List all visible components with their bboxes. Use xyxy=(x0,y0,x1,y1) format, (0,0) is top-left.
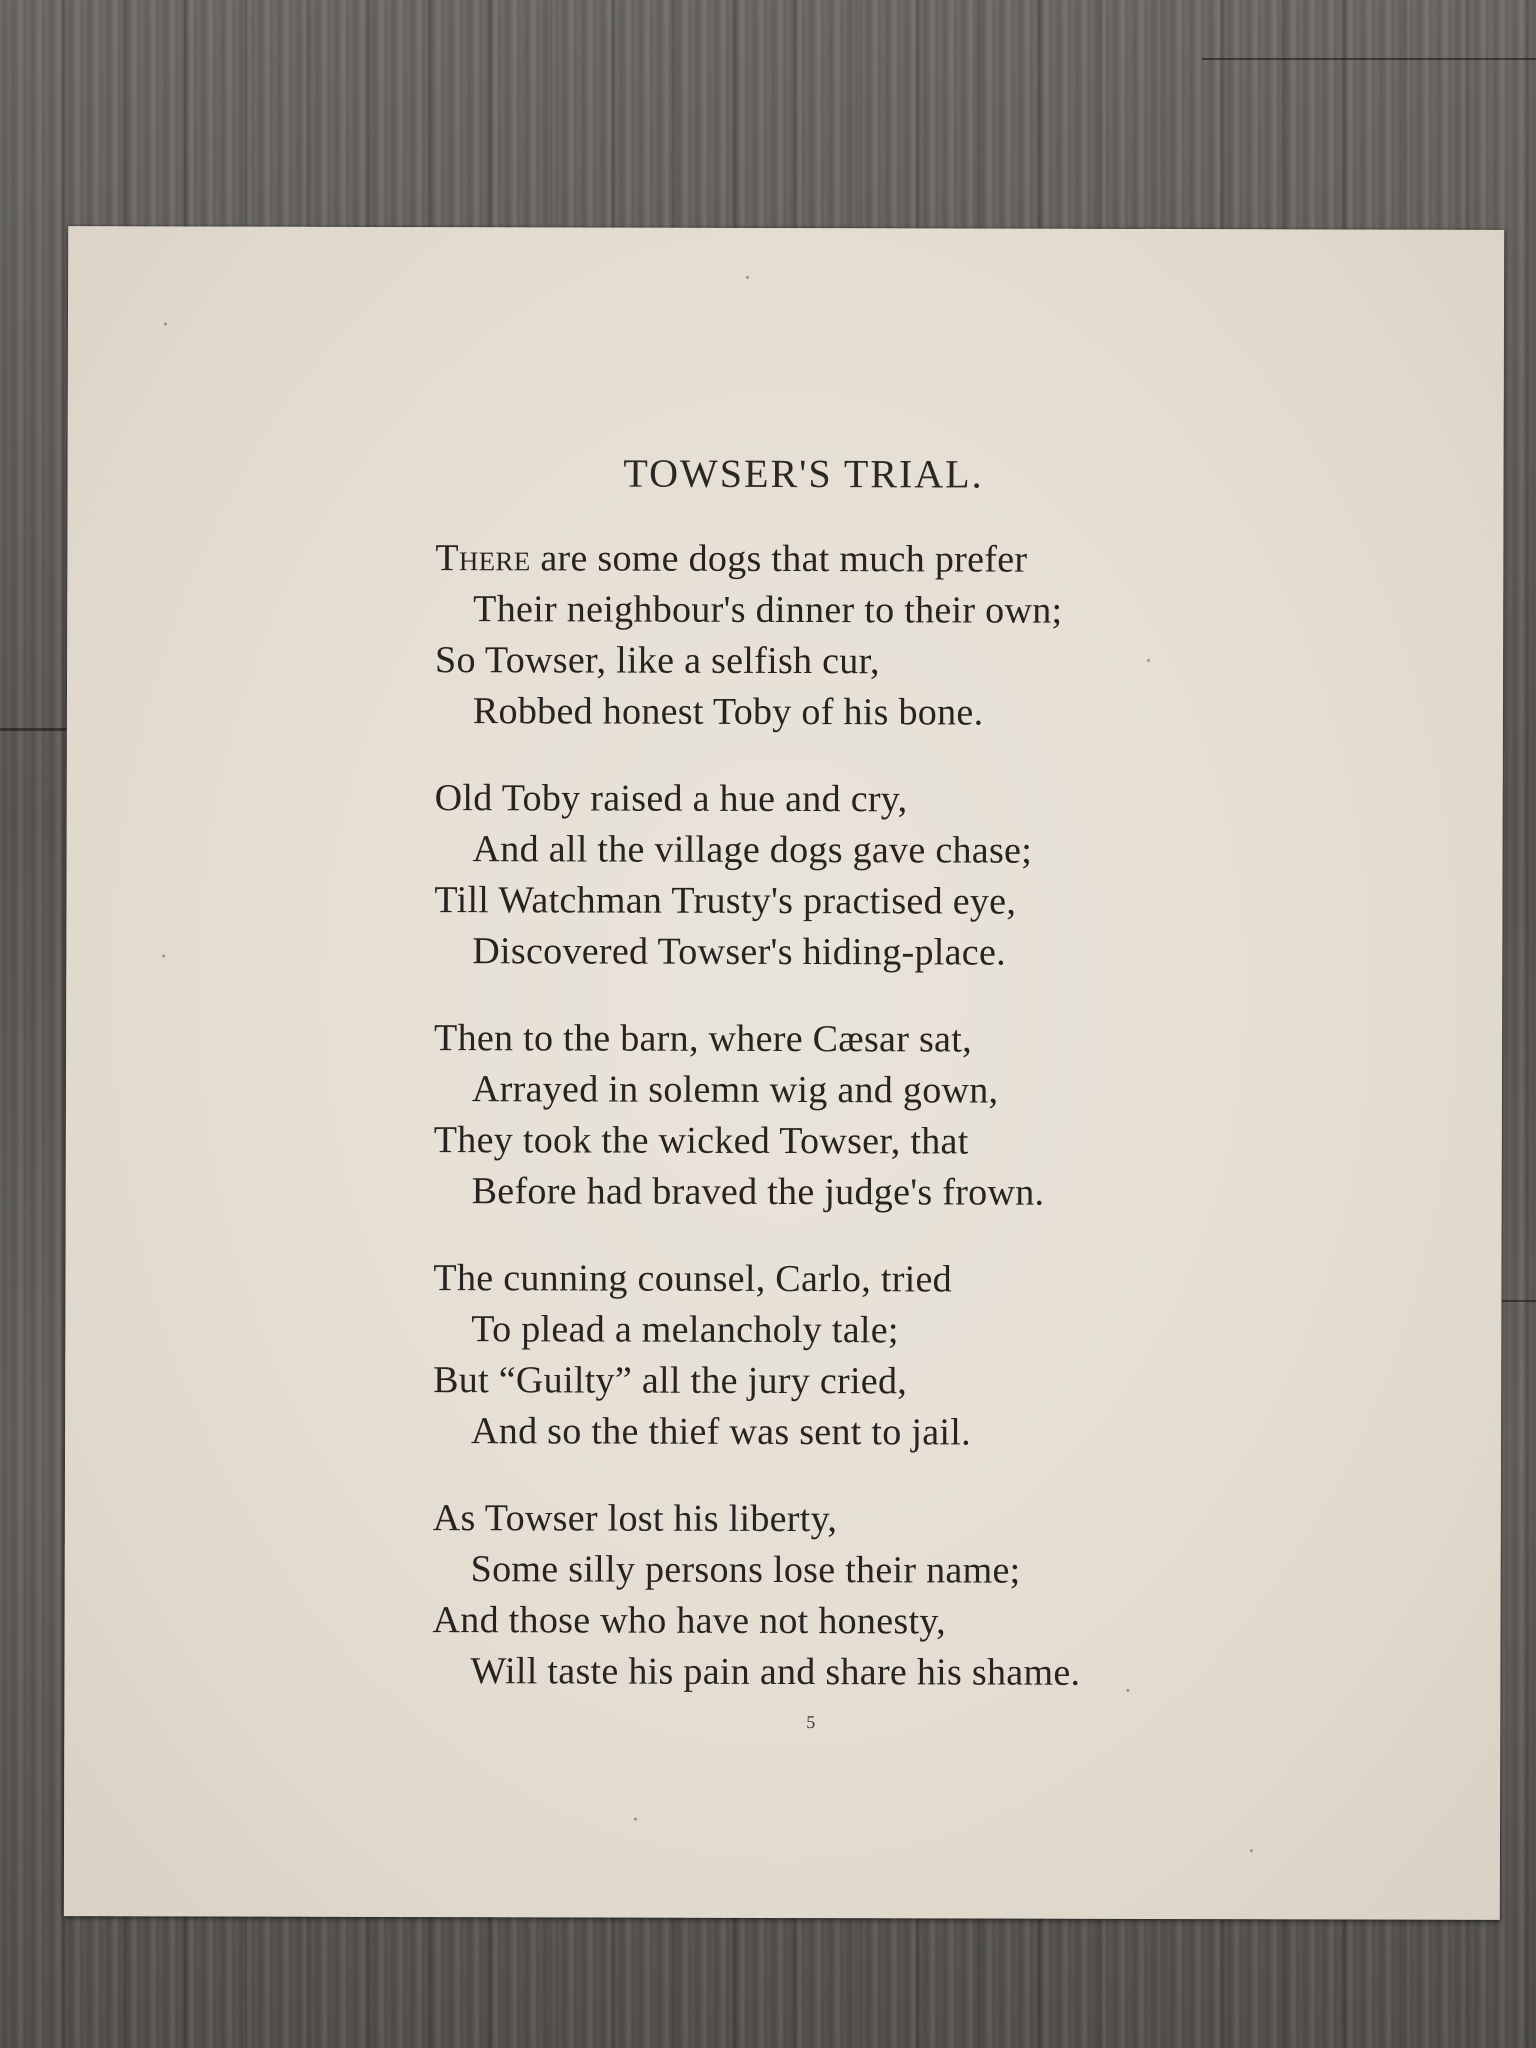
poem-line: To plead a melancholy tale; xyxy=(471,1308,899,1352)
poem-line: Will taste his pain and share his shame. xyxy=(470,1650,1081,1694)
poem-line: Before had braved the judge's frown. xyxy=(471,1170,1045,1214)
wood-crack xyxy=(0,728,66,731)
stanza-1 xyxy=(435,533,1296,739)
poem-line: Old Toby raised a hue and cry, xyxy=(434,777,908,821)
poem-line: Then to the barn, where Cæsar sat, xyxy=(434,1017,972,1061)
paper-page xyxy=(64,226,1504,1920)
page-number: 5 xyxy=(806,1712,816,1733)
poem-line: Some silly persons lose their name; xyxy=(470,1548,1021,1592)
poem-line: Arrayed in solemn wig and gown, xyxy=(471,1068,999,1112)
poem-line: Their neighbour's dinner to their own; xyxy=(473,588,1063,632)
poem-line: They took the wicked Towser, that xyxy=(433,1119,969,1163)
poem-title: TOWSER'S TRIAL. xyxy=(623,450,984,497)
first-word: There xyxy=(435,537,531,580)
poem-line: And so the thief was sent to jail. xyxy=(471,1410,972,1454)
poem-line-text: are some dogs that much prefer xyxy=(530,537,1028,581)
paper-speck xyxy=(162,954,165,957)
paper-speck xyxy=(1250,1849,1253,1852)
paper-speck xyxy=(634,1818,637,1821)
stanza-5 xyxy=(432,1493,1293,1699)
paper-speck xyxy=(746,276,749,279)
wood-crack xyxy=(1202,58,1536,60)
poem-line: But “Guilty” all the jury cried, xyxy=(433,1359,908,1403)
stanza-3 xyxy=(434,1013,1295,1219)
stanza-4 xyxy=(433,1253,1294,1459)
poem-line: As Towser lost his liberty, xyxy=(432,1497,838,1541)
poem-line: So Towser, like a selfish cur, xyxy=(435,639,880,683)
poem-line: Discovered Towser's hiding-place. xyxy=(472,930,1006,974)
poem-body xyxy=(432,533,1295,1735)
poem-line: Robbed honest Toby of his bone. xyxy=(472,690,984,734)
poem-line: Till Watchman Trusty's practised eye, xyxy=(434,879,1017,923)
poem-line xyxy=(435,533,1295,586)
stanza-2 xyxy=(434,773,1295,979)
poem-line: And those who have not honesty, xyxy=(432,1599,947,1643)
poem-line: And all the village dogs gave chase; xyxy=(472,828,1033,872)
poem-line: The cunning counsel, Carlo, tried xyxy=(433,1257,953,1301)
paper-speck xyxy=(164,322,167,325)
wood-crack xyxy=(1502,1300,1536,1302)
